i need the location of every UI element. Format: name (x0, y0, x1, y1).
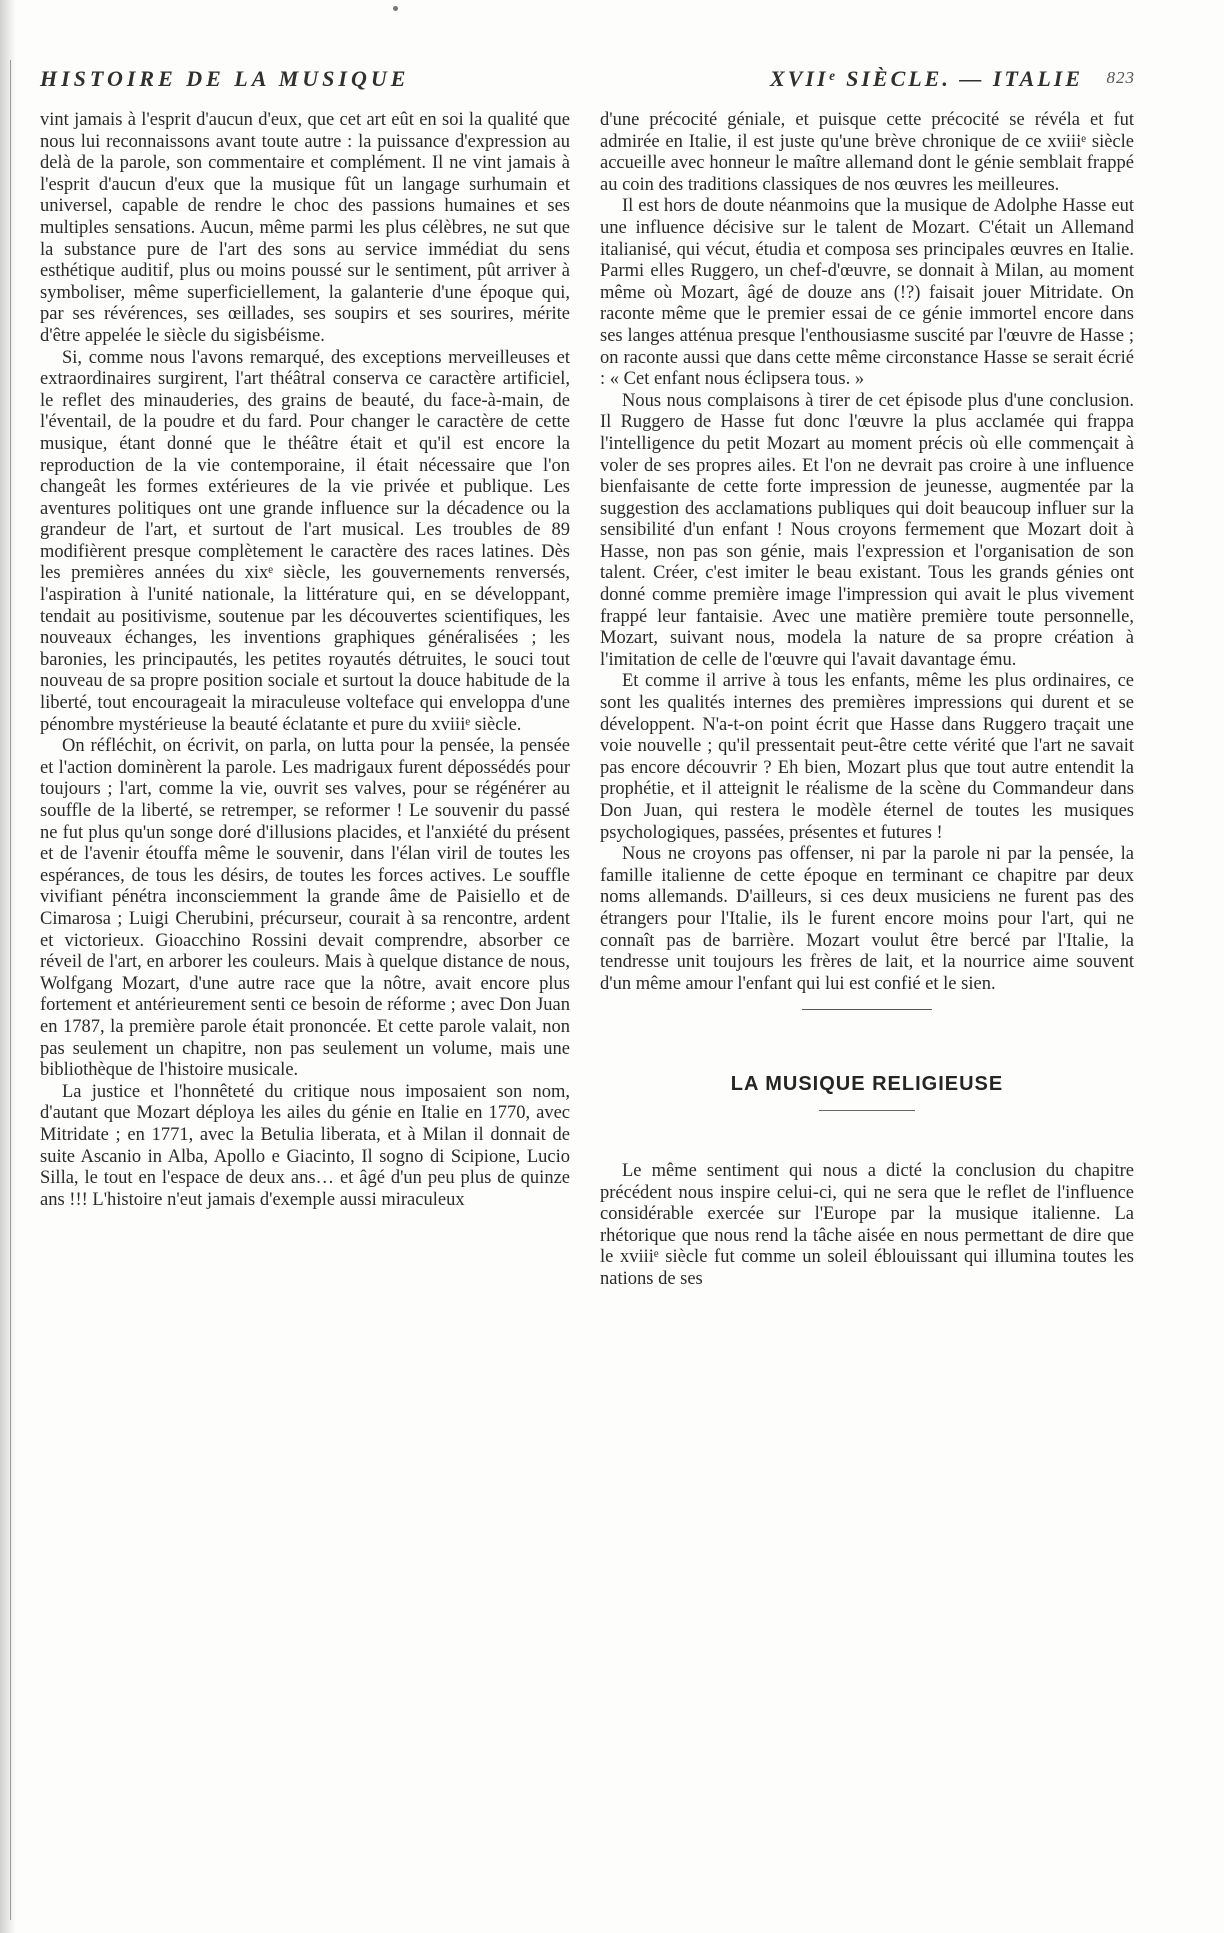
running-header-right: XVIIᵉ SIÈCLE. — ITALIE (770, 66, 1083, 91)
print-speck (393, 6, 398, 11)
chapter-end-rule (802, 1009, 932, 1010)
page-number: 823 (1106, 68, 1135, 87)
left-paragraph-3: On réfléchit, on écrivit, on parla, on lutta pour la pensée, la pensée et l'action dominèrent la parole. Les madrigaux furent dépossédés pour toujours ; l'art, comme la vie, ouvrit ses valves, pour se régénérer au souffle de la liberté, se retremper, se reformer ! Le souvenir du passé ne fut plus qu'un songe doré d'illusions placides, et l'anxiété du présent et de l'avenir étouffa même le souvenir, dans l'élan viril de toutes les espérances, de tous les désirs, de toutes les forces actives. Le souffle vivifiant pénétra inconsciemment la grande âme de Paisiello et de Cimarosa ; Luigi Cherubini, précurseur, courait à sa rencontre, ardent et victorieux. Gioacchino Rossini devait comprendre, absorber ce réveil de l'art, en arborer les couleurs. Mais à quelque distance de nous, Wolfgang Mozart, d'une autre race que la nôtre, avait encore plus fortement et antérieurement senti ce besoin de réforme ; avec Don Juan en 1787, la première parole était prononcée. Et cette parole valait, non pas seulement un chapitre, non pas seulement un volume, mais une bibliothèque de l'histoire musicale. (40, 736, 570, 1081)
right-paragraph-5: Nous ne croyons pas offenser, ni par la parole ni par la pensée, la famille italienne de cette époque en terminant ce chapitre par deux noms allemands. D'ailleurs, si ces deux musiciens ne furent pas des étrangers pour l'Italie, ils le furent encore moins pour l'art, qui ne connaît pas de barrière. Mozart voulut être bercé par l'Italie, la tendresse unit toujours les frères de lait, et la nourrice aime souvent d'un même amour l'enfant qui lui est confié et le sien. (600, 844, 1134, 994)
right-paragraph-3: Nous nous complaisons à tirer de cet épisode plus d'une conclusion. Il Ruggero de Hasse fut donc l'œuvre la plus acclamée qui frappa l'intelligence du petit Mozart au moment précis où elle commençait à voler de ses propres ailes. Et l'on ne devrait pas croire à une influence bienfaisante de cette forte impression de jeunesse, augmentée par la suggestion des acclamations publiques qui doit beaucoup influer sur la sensibilité d'un enfant ! Nous croyons fermement que Mozart doit à Hasse, non pas son génie, mais l'expression et l'organisation de son talent. Créer, c'est imiter le beau existant. Tous les grands génies ont donné comme première image l'impression qui avait le plus vivement frappé leur fantaisie. Avec une matière première toute personnelle, Mozart, suivant nous, modela la nature de sa propre création à l'imitation de celle de l'œuvre qui l'avait davantage ému. (600, 390, 1134, 670)
right-column (600, 110, 1134, 1291)
page-gutter-line (10, 60, 11, 1920)
running-header (40, 66, 1135, 96)
left-paragraph-1: vint jamais à l'esprit d'aucun d'eux, que cet art eût en soi la qualité que nous lui reconnaissons avant toute autre : la puissance d'expression au delà de la parole, son commentaire et complément. Il ne vint jamais à l'esprit d'aucun d'eux que la musique fût un langage surhumain et universel, capable de rendre le choc des passions humaines et ses multiples sensations. Aucun, même parmi les plus célèbres, ne sut que la substance pure de l'art des sons au service immédiat du sens esthétique auditif, plus ou moins poussé sur le sentiment, pût arriver à symboliser, même superficiellement, la galanterie d'une époque qui, par ses révérences, ses œillades, ses soupirs et ses sourires, mérite d'être appelée le siècle du sigisbéisme. (40, 110, 570, 346)
left-column (40, 110, 570, 1211)
right-paragraph-2: Il est hors de doute néanmoins que la musique de Adolphe Hasse eut une influence décisive sur le talent de Mozart. C'était un Allemand italianisé, qui vécut, étudia et composa ses principales œuvres en Italie. Parmi elles Ruggero, un chef-d'œuvre, se donnait à Milan, au moment même où Mozart, âgé de douze ans (!?) faisait jouer Mitridate. On raconte même que le premier essai de ce génie immortel encore dans ses langes atténua presque l'enthousiasme suscité par l'œuvre de Hasse ; on raconte aussi que dans cette même circonstance Hasse se serait écrié : « Cet enfant nous éclipsera tous. » (600, 196, 1134, 390)
page-binding-edge (0, 0, 16, 1933)
right-paragraph-1: d'une précocité géniale, et puisque cette précocité se révéla et fut admirée en Italie, il est juste qu'une brève chronique de ce xviiiᵉ siècle accueille avec honneur le maître allemand dont le génie semblait frappé au coin des traditions classiques de nos œuvres les meilleures. (600, 110, 1134, 195)
left-paragraph-4: La justice et l'honnêteté du critique nous imposaient son nom, d'autant que Mozart déploya les ailes du génie en Italie en 1770, avec Mitridate ; en 1771, avec la Betulia liberata, et à Milan il donnait de suite Ascanio in Alba, Apollo e Giacinto, Il sogno di Scipione, Lucio Silla, le tout en l'espace de deux ans… et âgé d'un peu plus de quinze ans !!! L'histoire n'eut jamais d'exemple aussi miraculeux (40, 1081, 570, 1210)
left-paragraph-2: Si, comme nous l'avons remarqué, des exceptions merveilleuses et extraordinaires surgirent, l'art théâtral conserva ce caractère artificiel, le reflet des minauderies, des grains de beauté, du face-à-main, de l'éventail, de la poudre et du fard. Pour changer le caractère de cette musique, étant donné que le théâtre était et qu'il est encore la reproduction de la vie contemporaine, il était nécessaire que l'on changeât les formes extérieures de la vie privée et publique. Les aventures politiques ont une grande influence sur la décadence ou la grandeur de l'art, et surtout de l'art musical. Les troubles de 89 modifièrent presque complètement le caractère des races latines. Dès les premières années du xixᵉ siècle, les gouvernements renversés, l'aspiration à l'unité nationale, la littérature qui, en se développant, tendait au positivisme, soutenue par les découvertes scientifiques, les nouveaux échanges, les inventions graphiques généralisées ; les baronies, les principautés, les petites royautés détruites, le souci tout nouveau de sa propre position sociale et surtout la douce habitude de la liberté, tout encourageait la miraculeuse volteface qui enveloppa d'une pénombre mystérieuse la beauté éclatante et pure du xviiiᵉ siècle. (40, 347, 570, 735)
section-title-rule (819, 1110, 915, 1111)
right-paragraph-4: Et comme il arrive à tous les enfants, même les plus ordinaires, ce sont les qualités internes des premières impressions qui durent et se développent. N'a-t-on point écrit que Hasse dans Ruggero traçait une voie nouvelle ; qu'il pressentait peut-être cette vérité que l'art ne savait pas encore découvrir ? Eh bien, Mozart plus que tout autre entendit la prophétie, et il atteignit le réalisme de la scène du Commandeur dans Don Juan, qui restera le modèle éternel de toutes les musiques psychologiques, passées, présentes et futures ! (600, 671, 1134, 843)
running-header-left: HISTOIRE DE LA MUSIQUE (40, 66, 410, 91)
section-title: LA MUSIQUE RELIGIEUSE (730, 1073, 1004, 1096)
right-paragraph-6: Le même sentiment qui nous a dicté la conclusion du chapitre précédent nous inspire celui-ci, qui ne sera que le reflet de l'influence considérable exercée sur l'Europe par la musique italienne. La rhétorique que nous rend la tâche aisée en nous permettant de dire que le xviiiᵉ siècle fut comme un soleil éblouissant qui illumina toutes les nations de ses (600, 1160, 1134, 1289)
